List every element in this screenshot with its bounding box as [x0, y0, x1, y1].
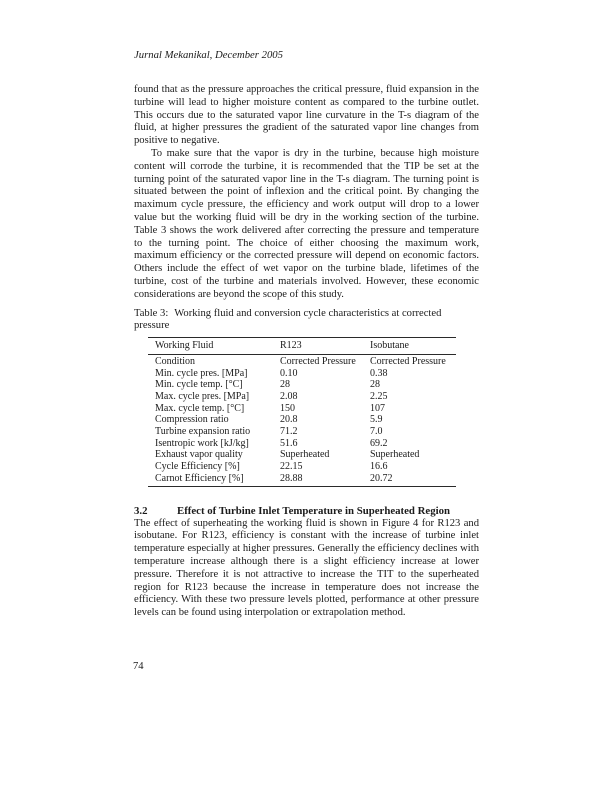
section-heading [134, 505, 479, 518]
table-cell: 0.10 [280, 367, 298, 379]
table-row [148, 354, 456, 367]
table-cell: Exhaust vapor quality [155, 449, 243, 461]
table-cell: Superheated [280, 449, 330, 461]
table-cell: Cycle Efficiency [%] [155, 461, 240, 473]
table-cell: 2.25 [370, 390, 388, 402]
table-cell: Min. cycle pres. [MPa] [155, 367, 248, 379]
table-row [148, 368, 456, 380]
table-cell: 16.6 [370, 461, 388, 473]
table-cell: 2.08 [280, 390, 298, 402]
table-cell: Min. cycle temp. [°C] [155, 379, 243, 391]
table-row [148, 461, 456, 473]
table-cell: Superheated [370, 449, 420, 461]
table-cell: 51.6 [280, 437, 298, 449]
table-header-cell: R123 [273, 338, 363, 355]
data-table-container [148, 337, 479, 486]
table-row [148, 414, 456, 426]
table-row [148, 403, 456, 415]
table-cell: Isentropic work [kJ/kg] [155, 437, 249, 449]
table-header-row [148, 338, 456, 355]
table-cell: Max. cycle temp. [°C] [155, 402, 245, 414]
table-header-cell: Isobutane [363, 338, 456, 355]
table-row [148, 449, 456, 461]
table-cell: 28 [280, 379, 290, 391]
page-number: 74 [133, 661, 144, 672]
running-header: Jurnal Mekanikal, December 2005 [134, 49, 283, 61]
table-cell: Corrected Pressure [370, 355, 446, 367]
table-caption-label: Table 3: [134, 307, 169, 319]
table-cell: Corrected Pressure [280, 355, 356, 367]
table-cell: 28.88 [280, 472, 303, 484]
text-column [134, 49, 479, 620]
table-cell: 7.0 [370, 426, 383, 438]
table-cell: 22.15 [280, 461, 303, 473]
table-cell: 107 [370, 402, 385, 414]
table-cell: Turbine expansion ratio [155, 426, 251, 438]
table-cell: Compression ratio [155, 414, 229, 426]
table-cell: 5.9 [370, 414, 383, 426]
table-cell: Carnot Efficiency [%] [155, 472, 244, 484]
table-row [148, 379, 456, 391]
table-caption [134, 308, 479, 334]
table-cell: 20.72 [370, 472, 393, 484]
table-row [148, 473, 456, 486]
table-cell: 69.2 [370, 437, 388, 449]
paragraph-2: To make sure that the vapor is dry in the turbine, because high moisture content will corrode the turbine, it is recommended that the TIP be set at the turning point of the saturated vapor line in the T-s diagram. The turning point is situated between the point of inflexion and the critical point. By changing the maximum cycle pressure, the efficiency and work output will drop to a lower value but the working fluid will be dry in the working section of the turbine. Table 3 shows the work delivered after correcting the pressure and temperature to the turning point. The choice of either choosing the maximum work, maximum efficiency or the corrected pressure will depend on economic factors. Others include the effect of wet vapor on the turbine blade, lifetimes of the turbine, cost of the turbine and materials involved. However, these economic considerations are beyond the scope of this study. [134, 147, 479, 300]
table-cell: 71.2 [280, 426, 298, 438]
table-row [148, 426, 456, 438]
table-cell: Condition [155, 355, 196, 367]
working-fluid-table [148, 337, 456, 486]
table-cell: Max. cycle pres. [MPa] [155, 390, 250, 402]
table-row [148, 391, 456, 403]
table-cell: 20.8 [280, 414, 298, 426]
paragraph-3: The effect of superheating the working fluid is shown in Figure 4 for R123 and isobutane. For R123, efficiency is constant with the increase of turbine inlet temperature especially at higher pressures. Generally the efficiency declines with temperature increase although there is a slight efficiency increase at lower pressure. Therefore it is not attractive to increase the TIT to the superheated region for R123 because the increase in temperature does not increase the efficiency. With these two pressure levels plotted, performance at other pressure levels can be found using interpolation or extrapolation method. [134, 517, 479, 619]
paragraph-1: found that as the pressure approaches the critical pressure, fluid expansion in the turbine will lead to higher moisture content as compared to the turbine outlet. This occurs due to the saturated vapor line curvature in the T-s diagram of the fluid, at higher pressures the gradient of the saturated vapor line changes from positive to negative. [134, 84, 479, 147]
table-row [148, 438, 456, 450]
table-cell: 28 [370, 379, 380, 391]
table-cell: 0.38 [370, 367, 388, 379]
table-cell: 150 [280, 402, 295, 414]
section-title: Effect of Turbine Inlet Temperature in Superheated Region [177, 504, 451, 517]
table-header-cell: Working Fluid [148, 338, 273, 355]
section-number: 3.2 [134, 504, 148, 517]
table-caption-text: Working fluid and conversion cycle characteristics at corrected pressure [134, 307, 442, 332]
